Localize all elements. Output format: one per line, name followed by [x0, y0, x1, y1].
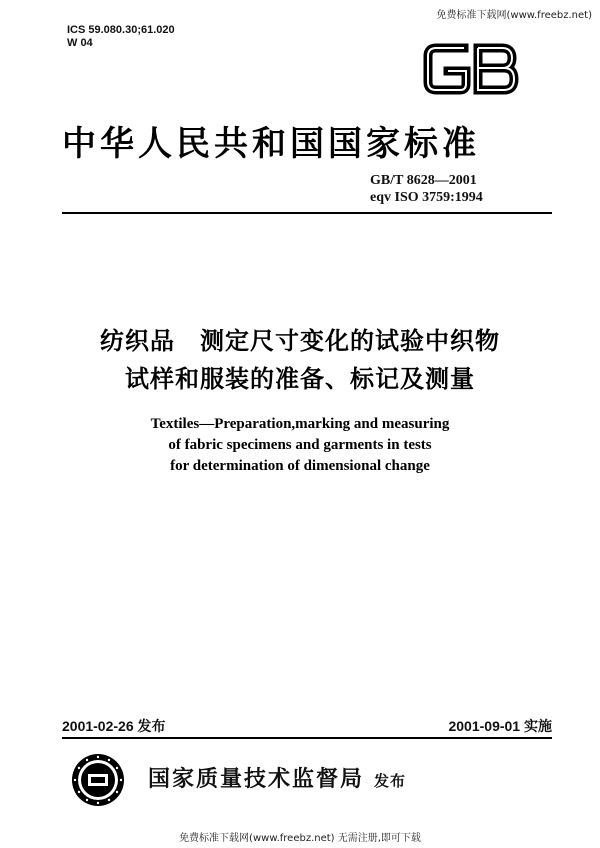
ics-code: ICS 59.080.30;61.020	[67, 24, 175, 36]
english-title	[40, 414, 560, 477]
header-divider	[62, 212, 552, 214]
national-standard-title: 中华人民共和国国家标准	[62, 124, 480, 164]
standard-number: GB/T 8628—2001	[370, 173, 477, 188]
issuer-seal-icon	[70, 752, 126, 808]
issue-date: 2001-02-26 发布	[62, 718, 166, 734]
gb-logo	[420, 38, 520, 100]
issuer-name: 国家质量技术监督局	[148, 767, 365, 792]
english-title-line-2: of fabric specimens and garments in tests	[168, 437, 432, 453]
issuing-authority	[148, 762, 406, 793]
equivalent-standard: eqv ISO 3759:1994	[370, 190, 483, 205]
standard-number-block	[370, 172, 483, 206]
watermark-top: 免费标准下载网(www.freebz.net)	[436, 10, 592, 21]
watermark-bottom: 免费标准下载网(www.freebz.net) 无需注册,即可下载	[179, 833, 421, 844]
chinese-title	[40, 322, 560, 398]
chinese-title-line-2: 试样和服装的准备、标记及测量	[125, 365, 475, 393]
issuer-suffix: 发布	[374, 772, 407, 790]
classification-codes	[67, 24, 175, 50]
english-title-line-3: for determination of dimensional change	[170, 458, 430, 474]
chinese-title-line-1: 纺织品 测定尺寸变化的试验中织物	[100, 327, 500, 355]
footer-divider	[62, 737, 552, 739]
english-title-line-1: Textiles—Preparation,marking and measuring	[150, 416, 450, 432]
effective-date: 2001-09-01 实施	[448, 718, 552, 734]
ccs-code: W 04	[67, 37, 93, 49]
